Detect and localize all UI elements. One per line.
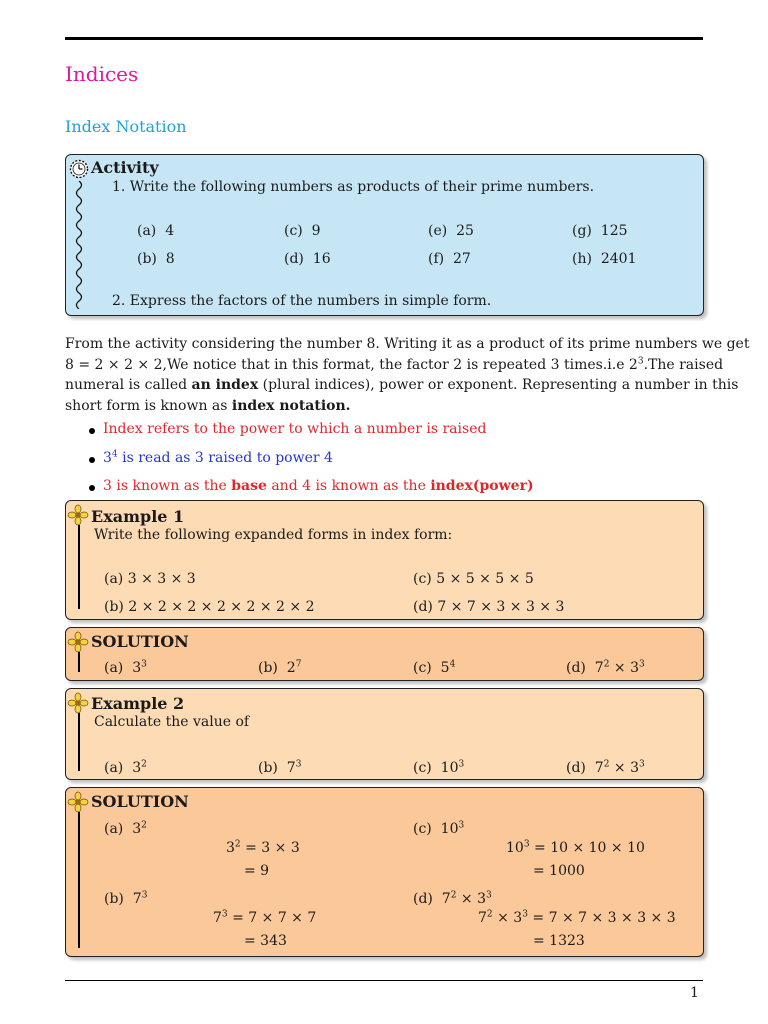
clock-icon	[68, 158, 90, 180]
solution-2-c-step-1: $10^3 = 10 \times 10 \times 10$	[506, 839, 645, 856]
paragraph-line-1: From the activity considering the number 8. Writing it as a product of its prime numbers we get	[65, 336, 750, 352]
solution-2-item-a: (a) $3^2$	[104, 820, 147, 837]
bullet-dot	[89, 428, 95, 434]
bullet-1: Index refers to the power to which a number is raised	[103, 421, 487, 437]
activity-item-h: (h) 2401	[572, 251, 637, 267]
paragraph-line-3: numeral is called an index (plural indices), power or exponent. Representing a number in this	[65, 377, 739, 393]
paragraph-line-2: 8 = 2 × 2 × 2,We notice that in this format, the factor 2 is repeated 3 times.i.e $2^3.The$ raised	[65, 355, 724, 373]
activity-question-1: 1. Write the following numbers as products of their prime numbers.	[112, 179, 595, 195]
flower-icon	[67, 692, 89, 714]
example-2-title: Example 2	[91, 694, 185, 713]
flower-stem	[78, 812, 80, 948]
activity-title: Activity	[91, 158, 159, 177]
section-title: Indices	[65, 62, 139, 86]
activity-item-d: (d) 16	[284, 251, 331, 267]
flower-stem	[78, 525, 80, 609]
solution-2-box	[65, 787, 704, 957]
solution-2-c-step-2: = 1000	[533, 863, 585, 879]
solution-2-b-step-2: = 343	[244, 933, 287, 949]
flower-icon	[67, 504, 89, 526]
solution-2-item-b: (b) $7^3$	[104, 890, 148, 907]
solution-1-item-a: (a) $3^3$	[104, 659, 147, 676]
wavy-line-decoration	[73, 181, 85, 309]
activity-item-e: (e) 25	[428, 223, 474, 239]
bullet-dot	[89, 485, 95, 491]
example-2-item-c: (c) $10^3$	[413, 759, 465, 776]
solution-2-title: SOLUTION	[91, 792, 189, 811]
subsection-title: Index Notation	[65, 117, 187, 136]
solution-2-b-step-1: $7^3 = 7 \times 7 \times 7$	[213, 909, 317, 926]
example-1-item-c: (c) 5 × 5 × 5 × 5	[413, 571, 534, 587]
example-1-prompt: Write the following expanded forms in index form:	[94, 527, 453, 543]
paragraph-line-4: short form is known as index notation.	[65, 397, 351, 414]
solution-1-box	[65, 627, 704, 681]
example-2-item-d: (d) $7^2 \times 3^3$	[566, 759, 645, 776]
solution-2-item-d: (d) $7^2 \times 3^3$	[413, 890, 492, 907]
example-2-box	[65, 688, 704, 780]
bullet-3: 3 is known as the base and 4 is known as the index(power)	[103, 478, 534, 494]
bottom-rule	[65, 980, 703, 981]
activity-item-a: (a) 4	[137, 223, 175, 239]
top-rule	[65, 37, 703, 40]
flower-icon	[67, 791, 89, 813]
solution-2-a-step-2: = 9	[244, 863, 270, 879]
solution-1-item-c: (c) $5^4$	[413, 659, 456, 676]
flower-icon	[67, 631, 89, 653]
example-2-item-b: (b) $7^3$	[258, 759, 302, 776]
bullet-dot	[89, 457, 95, 463]
example-2-prompt: Calculate the value of	[94, 714, 250, 730]
example-1-item-d: (d) 7 × 7 × 3 × 3 × 3	[413, 599, 565, 615]
example-1-item-b: (b) 2 × 2 × 2 × 2 × 2 × 2 × 2	[104, 599, 315, 615]
solution-1-item-d: (d) $7^2 \times 3^3$	[566, 659, 645, 676]
page-number: 1	[690, 985, 699, 1001]
activity-item-b: (b) 8	[137, 251, 175, 267]
activity-item-f: (f) 27	[428, 251, 471, 267]
flower-stem	[78, 652, 80, 672]
example-1-title: Example 1	[91, 507, 185, 526]
solution-1-item-b: (b) $2^7$	[258, 659, 302, 676]
activity-question-2: 2. Express the factors of the numbers in simple form.	[112, 293, 492, 309]
solution-2-d-step-2: = 1323	[533, 933, 585, 949]
solution-2-a-step-1: $3^2 = 3 \times 3$	[226, 839, 300, 856]
example-1-box	[65, 500, 704, 620]
example-2-item-a: (a) $3^2$	[104, 759, 147, 776]
bullet-2: $3^4$ is read as 3 raised to power 4	[103, 449, 333, 466]
solution-2-item-c: (c) $10^3$	[413, 820, 465, 837]
activity-item-g: (g) 125	[572, 223, 628, 239]
solution-2-d-step-1: $7^2 \times 3^3 = 7 \times 7 \times 3 \times 3 \times 3$	[478, 909, 676, 926]
example-1-item-a: (a) 3 × 3 × 3	[104, 571, 196, 587]
solution-1-title: SOLUTION	[91, 632, 189, 651]
activity-item-c: (c) 9	[284, 223, 321, 239]
intro-paragraph	[65, 334, 750, 416]
activity-box	[65, 154, 704, 316]
flower-stem	[78, 713, 80, 771]
